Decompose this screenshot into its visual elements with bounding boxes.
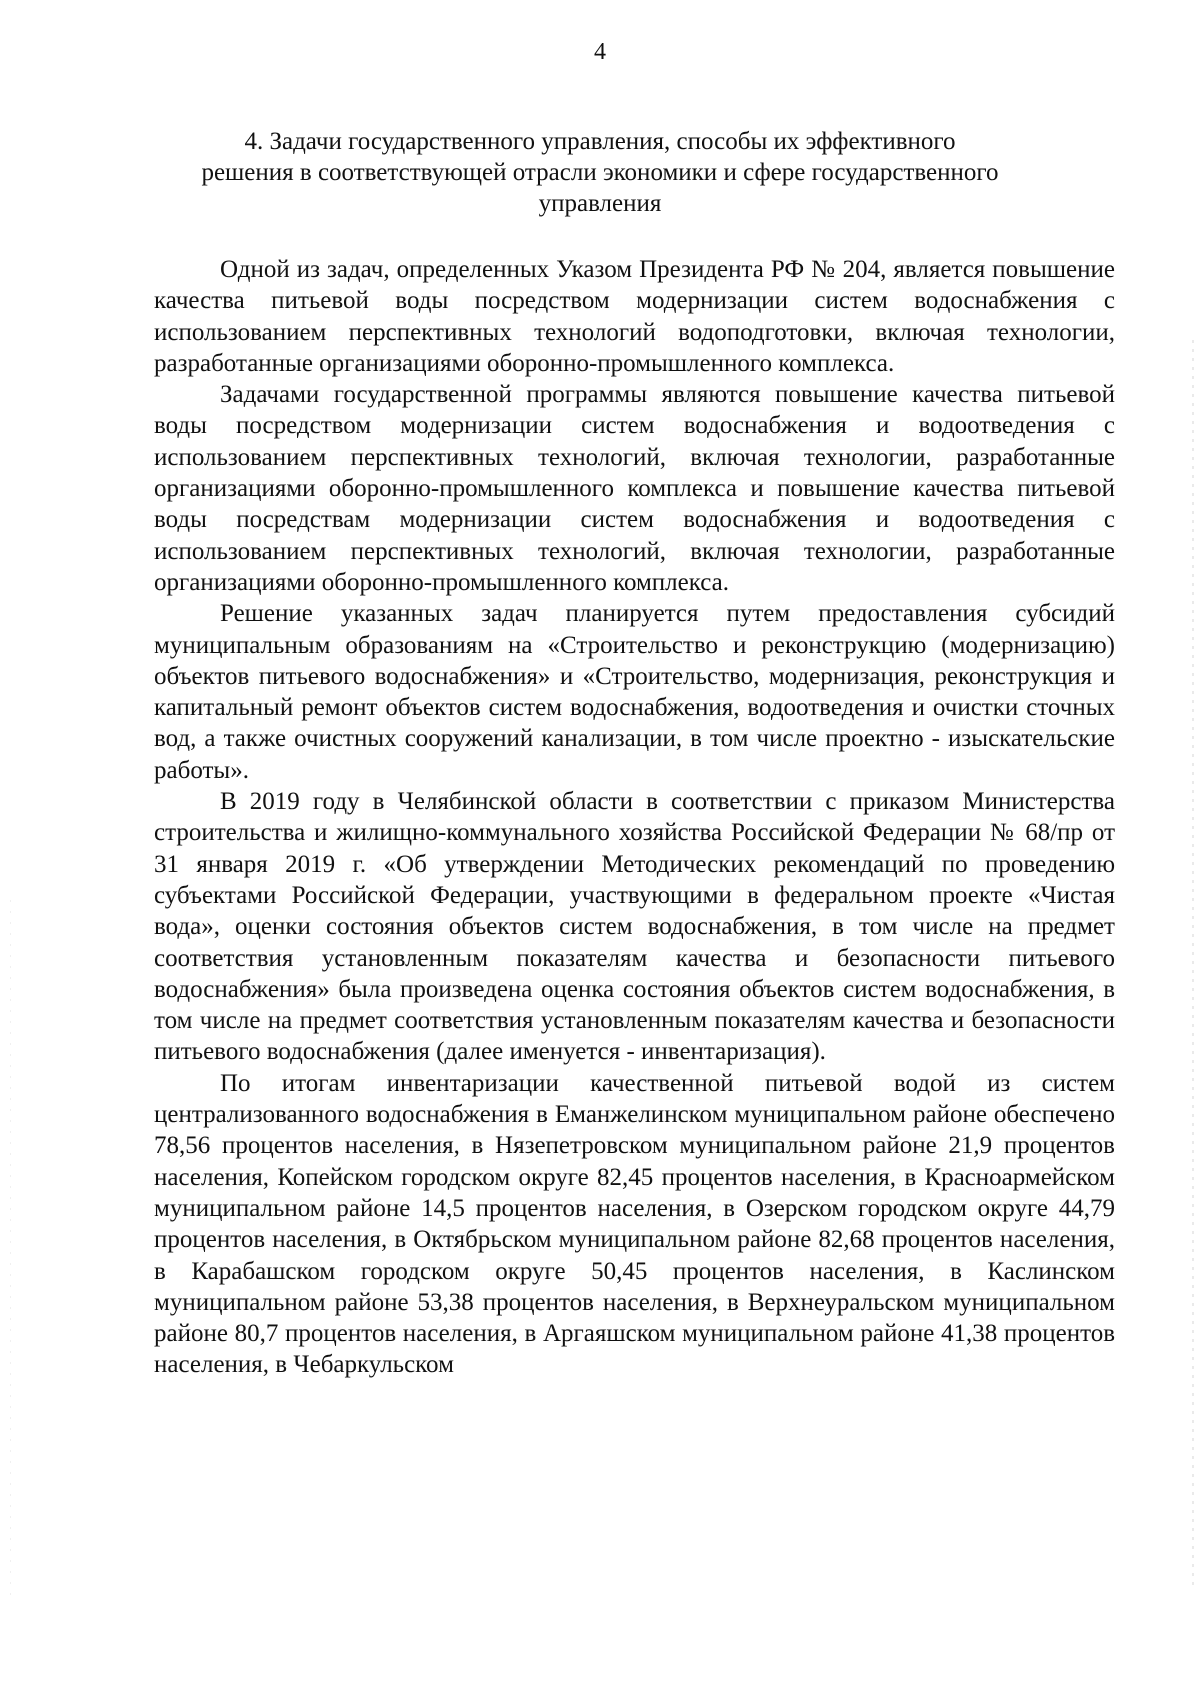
section-heading-line: решения в соответствующей отрасли экономики и сфере государственного [201,159,999,186]
paragraph-inventory-2019: В 2019 году в Челябинской области в соответствии с приказом Министерства строительства и жилищно-коммунального хозяйства Российской Федерации № 68/пр от 31 января 2019 г. «Об утверждении Методических рекомендаций по проведению субъектами Российской Федерации, участвующими в федеральном проекте «Чистая вода», оценки состояния объектов систем водоснабжения, в том числе на предмет соответствия установленным показателям качества и безопасности питьевого водоснабжения» была произведена оценка состояния объектов систем водоснабжения, в том числе на предмет соответствия установленным показателям качества и безопасности питьевого водоснабжения (далее именуется - инвентаризация). [154,788,1115,1066]
body-text [154,254,1115,1381]
paragraph-program-tasks: Задачами государственной программы являются повышение качества питьевой воды посредством модернизации систем водоснабжения и водоотведения с использованием перспективных технологий, включая технологии, разработанные организациями оборонно-промышленного комплекса и повышение качества питьевой воды посредствам модернизации систем водоснабжения и водоотведения с использованием перспективных технологий, включая технологии, разработанные организациями оборонно-промышленного комплекса. [154,381,1115,596]
scan-margin-marks [1192,340,1194,1590]
paragraph-subsidies: Решение указанных задач планируется путем предоставления субсидий муниципальным образованиям на «Строительство и реконструкцию (модернизацию) объектов питьевого водоснабжения» и «Строительство, модернизация, реконструкция и капитальный ремонт объектов систем водоснабжения, водоотведения и очистки сточных вод, а также очистных сооружений канализации, в том числе проектно - изыскательские работы». [154,600,1115,784]
section-heading-line: управления [538,190,662,217]
paragraph-inventory-results: По итогам инвентаризации качественной питьевой водой из систем централизованного водоснабжения в Еманжелинском муниципальном районе обеспечено 78,56 процентов населения, в Нязепетровском муниципальном районе 21,9 процентов населения, Копейском городском округе 82,45 процентов населения, в Красноармейском муниципальном районе 14,5 процентов населения, в Озерском городском округе 44,79 процентов населения, в Октябрьском муниципальном районе 82,68 процентов населения, в Карабашском городском округе 50,45 процентов населения, в Каслинском муниципальном районе 53,38 процентов населения, в Верхнеуральском муниципальном районе 80,7 процентов населения, в Аргаяшском муниципальном районе 41,38 процентов населения, в Чебаркульском [154,1069,1115,1379]
section-heading [150,126,1050,219]
section-heading-line: 4. Задачи государственного управления, способы их эффективного [244,128,956,155]
paragraph-decree-task: Одной из задач, определенных Указом Президента РФ № 204, является повышение качества питьевой воды посредством модернизации систем водоснабжения с использованием перспективных технологий водоподготовки, включая технологии, разработанные организациями оборонно-промышленного комплекса. [154,256,1115,377]
page-number: 4 [594,39,606,65]
scan-margin-marks-left [10,900,11,1600]
